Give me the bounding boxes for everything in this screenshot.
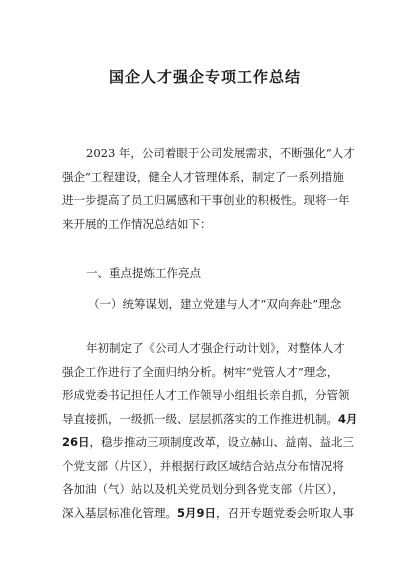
text-segment: 导直接抓，一级抓一级、层层抓落实的工作推进机制。 [62, 411, 338, 426]
text-segment: ，召开专题党委会听取人事 [216, 505, 355, 520]
text-line [62, 502, 362, 526]
text-line: 强企工作进行了全面归纳分析。树牢“党管人才”理念， [62, 364, 339, 379]
text-line: 各加油（气）站以及机关党员划分到各党支部（片区）， [62, 482, 344, 496]
text-line: 个党支部（片区），并根据行政区域结合站点分布情况将 [62, 458, 344, 473]
intro-paragraph [62, 142, 362, 236]
date-text: 26日 [62, 435, 90, 449]
subsection-heading: （一）统筹谋划，建立党建与人才“双向奔赴”理念 [88, 297, 342, 311]
text-line: 2023 年，公司着眼于公司发展需求，不断强化“人才 [86, 146, 355, 160]
date-text: 4月 [338, 411, 358, 426]
text-segment: ，稳步推动三项制度改革，设立赫山、益南、益北三 [89, 435, 355, 449]
text-line: 来开展的工作情况总结如下： [62, 216, 212, 231]
text-line: 形成党委书记担任人才工作领导小组组长亲自抓，分管领 [62, 388, 350, 402]
text-line [62, 408, 362, 432]
text-line: 强企”工程建设，健全人才管理体系，制定了一系列措施 [62, 169, 344, 184]
text-segment: 深入基层标准化管理。 [62, 505, 177, 520]
text-line [62, 431, 362, 455]
body-paragraph [62, 337, 362, 525]
text-line: 年初制定了《公司人才强企行动计划》，对整体人才 [86, 341, 345, 355]
document-title: 国企人才强企专项工作总结 [108, 68, 301, 86]
date-text: 5月9日 [177, 505, 217, 520]
text-line: 进一步提高了员工归属感和干事创业的积极性。现将一年 [62, 193, 350, 207]
section-heading: 一、重点提炼工作亮点 [86, 266, 201, 280]
